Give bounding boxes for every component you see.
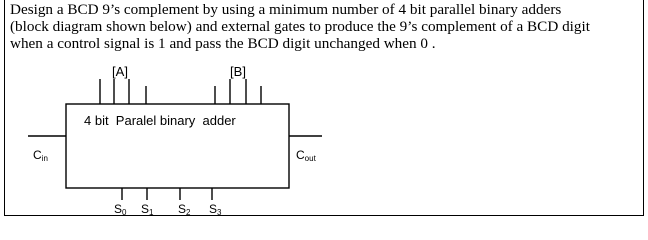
carry-out-label: Cout — [296, 148, 316, 163]
adder-block-label: 4 bit Paralel binary adder — [84, 113, 236, 128]
s1-label: S1 — [141, 202, 154, 217]
sum-output-pins — [122, 188, 212, 200]
question-line-2: (block diagram shown below) and external gates to produce the 9’s complement of a BCD digit — [10, 18, 590, 35]
input-a-pins — [100, 79, 146, 104]
s2-label: S2 — [178, 202, 191, 217]
carry-in-label: Cin — [33, 148, 48, 163]
input-a-label: [A] — [112, 64, 128, 79]
question-line-1: Design a BCD 9’s complement by using a minimum number of 4 bit parallel binary adders — [10, 1, 562, 18]
question-line-3: when a control signal is 1 and pass the BCD digit unchanged when 0 . — [10, 35, 436, 52]
s3-label: S3 — [209, 202, 222, 217]
input-b-label: [B] — [230, 64, 246, 79]
input-b-pins — [215, 79, 261, 104]
s0-label: S0 — [114, 202, 127, 217]
